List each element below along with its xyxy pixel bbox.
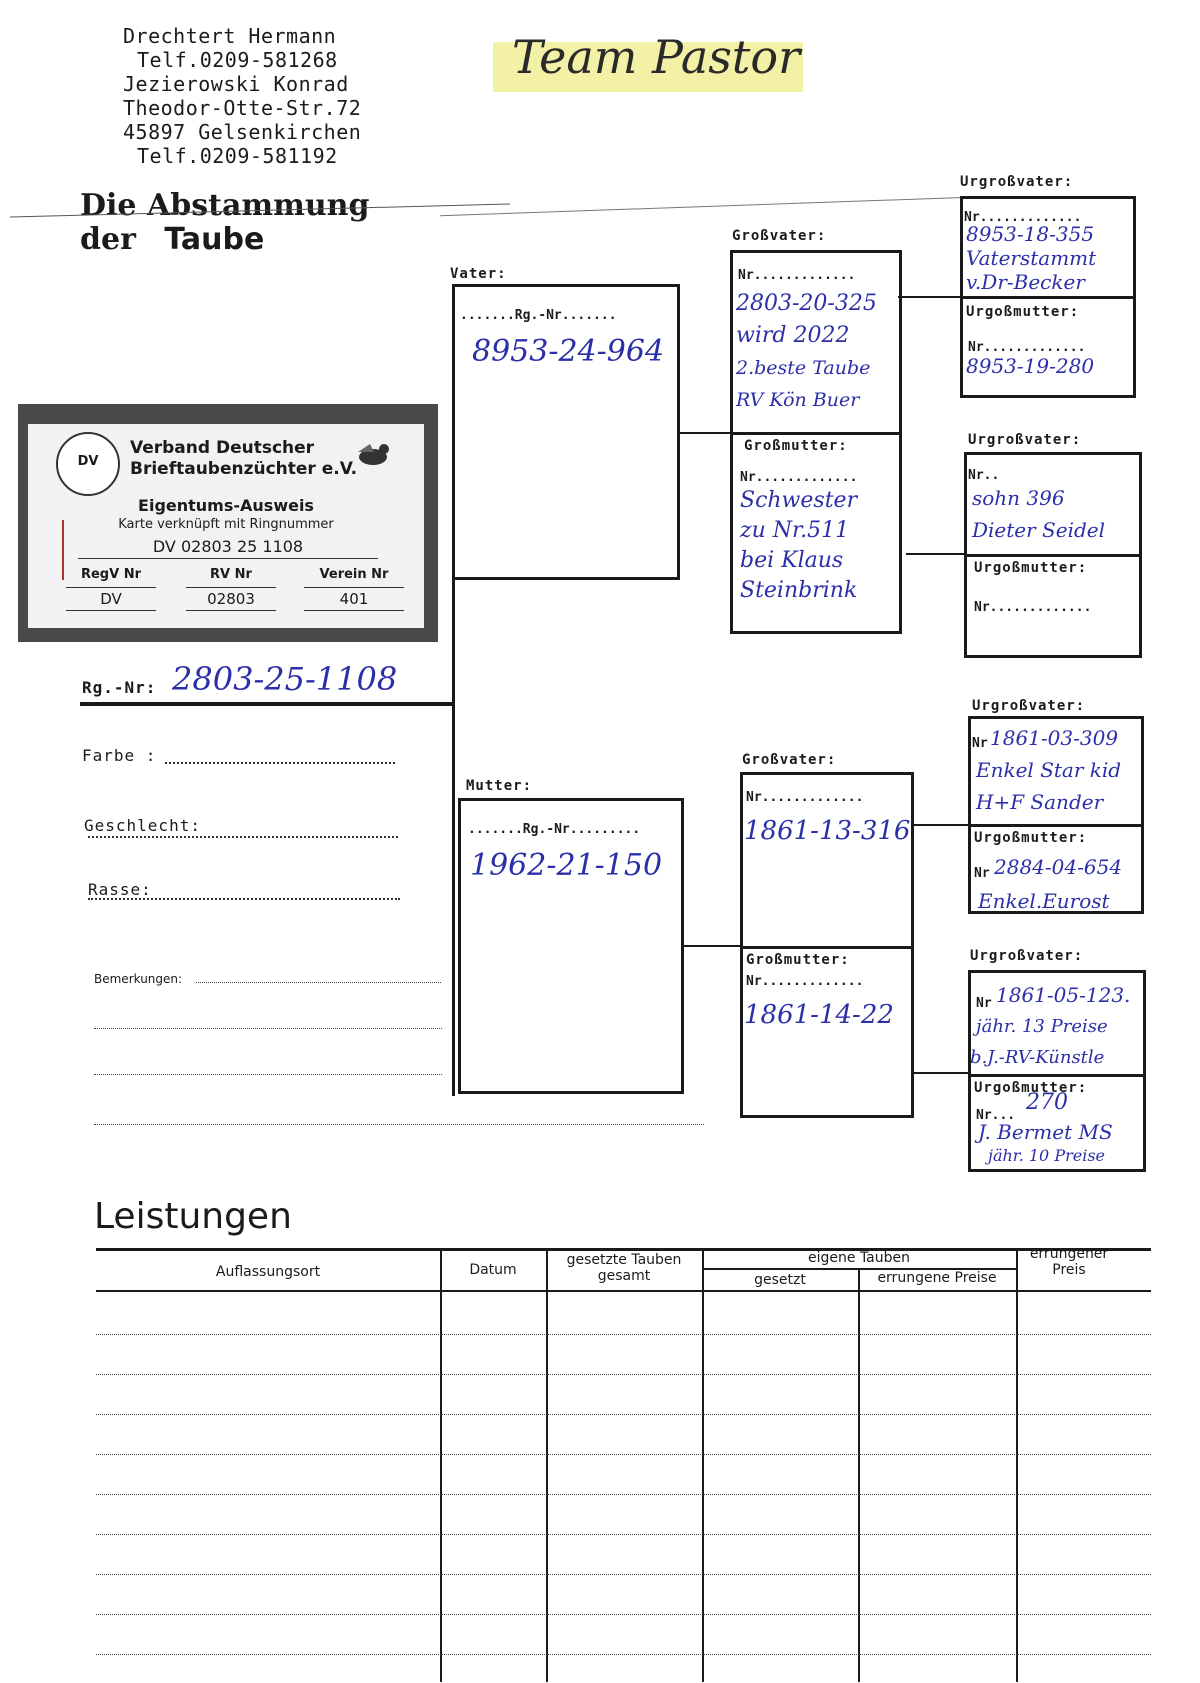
- ugm4-label: Urgoßmutter:: [974, 1080, 1088, 1096]
- rg-nr-label: Rg.-Nr:: [82, 678, 157, 697]
- geschlecht-label: Geschlecht:: [84, 816, 201, 835]
- header-gesetzte: gesetzte Tauben gesamt: [566, 1252, 682, 1284]
- ugv3-line: 1861-03-309: [990, 726, 1119, 750]
- ugm2-label: Urgoßmutter:: [974, 560, 1088, 576]
- ugv2-line: sohn 396: [972, 486, 1065, 510]
- rasse-field: [88, 898, 400, 900]
- ugv4-line: 1861-05-123.: [996, 983, 1131, 1007]
- team-note: Team Pastor: [512, 30, 801, 84]
- rasse-label: Rasse:: [88, 880, 152, 899]
- ugv3-line: H+F Sander: [976, 790, 1104, 814]
- card-value-rv: 02803: [186, 587, 276, 611]
- ugv3-nr-label: Nr: [972, 736, 988, 751]
- ugv1-line: v.Dr-Becker: [966, 270, 1085, 294]
- ugm3-line: Enkel.Eurost: [978, 889, 1110, 913]
- ugv2-lines: [972, 482, 1105, 546]
- leistungen-title: Leistungen: [94, 1196, 292, 1237]
- vater-nr-label: .......Rg.-Nr.......: [460, 308, 617, 323]
- ugv4-label: Urgroßvater:: [970, 948, 1084, 964]
- geschlecht-field: [88, 836, 398, 838]
- gm1-line: Steinbrink: [740, 578, 858, 603]
- mutter-nr-label: .......Rg.-Nr.........: [468, 822, 641, 837]
- bemerkungen-line: [196, 982, 441, 983]
- card-subtitle: Karte verknüpft mit Ringnummer: [118, 517, 334, 532]
- connector: [678, 432, 730, 434]
- card-value-regv: DV: [66, 587, 156, 611]
- mutter-box: [458, 798, 684, 1094]
- mutter-nr-value: 1962-21-150: [470, 848, 663, 883]
- org-line1: Verband Deutscher: [130, 438, 315, 458]
- ugm1-nr-label: Nr.............: [968, 340, 1086, 355]
- gm2-label: Großmutter:: [746, 952, 850, 968]
- card-value-verein: 401: [304, 587, 404, 611]
- address-line: Jezierowski Konrad: [123, 72, 349, 96]
- ugv1-label: Urgroßvater:: [960, 174, 1074, 190]
- header-errungener-preis: errungener Preis: [1029, 1246, 1109, 1278]
- column-divider: [858, 1268, 860, 1682]
- logo-text: DV: [77, 454, 99, 469]
- vater-box: [452, 284, 680, 580]
- connector: [912, 1072, 970, 1074]
- address-line: Drechtert Hermann: [123, 24, 337, 48]
- title-bold: Taube: [164, 222, 265, 257]
- header-gesetzt: gesetzt: [754, 1272, 806, 1288]
- column-divider: [702, 1250, 704, 1682]
- ownership-card: [28, 424, 424, 628]
- table-row-line: [96, 1494, 1151, 1495]
- ugv2-label: Urgroßvater:: [968, 432, 1082, 448]
- gv1-line: 2.beste Taube: [736, 357, 871, 379]
- ugv1-nr-label: Nr.............: [964, 210, 1082, 225]
- ugv1-line: Vaterstammt: [966, 246, 1097, 270]
- ugm4-line: J. Bermet MS: [978, 1120, 1113, 1144]
- vater-label: Vater:: [450, 266, 507, 282]
- gv1-lines: [736, 288, 877, 416]
- column-divider: [1016, 1250, 1018, 1682]
- connector: [906, 553, 964, 555]
- ugm1-label: Urgoßmutter:: [966, 304, 1080, 320]
- gm1-lines: [740, 486, 857, 606]
- ugv3-line: Enkel Star kid: [976, 758, 1122, 782]
- dv-logo-icon: [56, 432, 120, 496]
- address-line: 45897 Gelsenkirchen: [123, 120, 362, 144]
- header-errungene-preise: errungene Preise: [877, 1270, 997, 1286]
- mutter-label: Mutter:: [466, 778, 533, 794]
- gv1-line: wird 2022: [736, 323, 850, 348]
- address-line: Theodor-Otte-Str.72: [123, 96, 362, 120]
- card-header-verein: Verein Nr: [319, 567, 389, 582]
- red-marker: [62, 520, 64, 580]
- ugv4-line: jähr. 13 Preise: [976, 1016, 1108, 1037]
- ugv4-nr-label: Nr: [976, 996, 992, 1011]
- address-line: Telf.0209-581192: [137, 144, 338, 168]
- header-ort: Auflassungsort: [215, 1264, 321, 1280]
- gm1-line: zu Nr.511: [740, 518, 850, 543]
- table-row-line: [96, 1414, 1151, 1415]
- ugm4-value: 270: [1026, 1090, 1068, 1115]
- table-row-line: [96, 1614, 1151, 1615]
- vater-nr-value: 8953-24-964: [472, 334, 665, 369]
- connector: [898, 296, 960, 298]
- ugm4-nr-label: Nr...: [976, 1108, 1016, 1123]
- rg-nr-rule: [80, 702, 452, 706]
- gv1-label: Großvater:: [732, 228, 827, 244]
- table-row-line: [96, 1374, 1151, 1375]
- gm2-line: 1861-14-22: [744, 1000, 894, 1030]
- ug1-divider: [960, 296, 1136, 299]
- card-header-rv: RV Nr: [210, 567, 252, 582]
- ugm1-line: 8953-19-280: [966, 354, 1095, 378]
- title-prefix: der: [80, 222, 136, 257]
- gv2-label: Großvater:: [742, 752, 837, 768]
- card-ring-number: DV 02803 25 1108: [78, 537, 378, 559]
- ugv2-line: Dieter Seidel: [972, 518, 1106, 542]
- bemerkungen-line: [94, 1074, 442, 1075]
- ownership-card-frame: [18, 404, 438, 642]
- org-line2: Brieftaubenzüchter e.V.: [130, 459, 358, 479]
- bemerkungen-line: [94, 1028, 442, 1029]
- gv2-line: 1861-13-316: [744, 816, 911, 846]
- org-name: [130, 438, 357, 480]
- card-header-regv: RegV Nr: [80, 567, 141, 582]
- page-title-line2: [80, 222, 264, 257]
- farbe-label: Farbe :: [82, 746, 157, 765]
- header-datum: Datum: [469, 1262, 517, 1278]
- connector: [912, 824, 968, 826]
- column-divider: [546, 1250, 548, 1682]
- table-row-line: [96, 1454, 1151, 1455]
- ugv3-label: Urgroßvater:: [972, 698, 1086, 714]
- ugm2-nr-label: Nr.............: [974, 600, 1092, 615]
- address-line: Telf.0209-581268: [137, 48, 338, 72]
- ugm3-line: 2884-04-654: [994, 855, 1123, 879]
- gv1-line: RV Kön Buer: [736, 389, 860, 411]
- ugv4-line: b.J.-RV-Künstle: [970, 1047, 1105, 1068]
- bemerkungen-label: Bemerkungen:: [94, 972, 183, 986]
- ugv1-line: 8953-18-355: [966, 222, 1095, 246]
- gm1-line: Schwester: [740, 488, 858, 513]
- address-block: [123, 24, 361, 168]
- ug4-divider: [968, 1074, 1146, 1077]
- column-divider: [440, 1250, 442, 1682]
- ug3-divider: [968, 824, 1144, 827]
- ugv1-lines: [966, 222, 1096, 294]
- ugv2-nr-label: Nr..: [968, 468, 1000, 483]
- ug2-divider: [964, 554, 1142, 557]
- top-rule: [440, 197, 970, 216]
- ugm3-label: Urgoßmutter:: [974, 830, 1088, 846]
- ugm3-nr-label: Nr: [974, 866, 990, 881]
- gm2-nr-label: Nr.............: [746, 974, 864, 989]
- ugm4-line: jähr. 10 Preise: [988, 1146, 1105, 1165]
- header-bottom-rule: [96, 1290, 1151, 1292]
- bemerkungen-line: [94, 1124, 704, 1125]
- page-title-line1: Die Abstammung: [80, 188, 370, 223]
- table-row-line: [96, 1334, 1151, 1335]
- rg-nr-value: 2803-25-1108: [172, 660, 398, 698]
- farbe-field: [165, 762, 395, 764]
- gv2-divider: [740, 946, 914, 949]
- table-row-line: [96, 1654, 1151, 1655]
- gv1-line: 2803-20-325: [736, 291, 877, 316]
- gm1-nr-label: Nr.............: [740, 470, 858, 485]
- pigeon-icon: [354, 440, 392, 470]
- header-eigene: eigene Tauben: [808, 1250, 910, 1266]
- card-title: Eigentums-Ausweis: [138, 496, 314, 515]
- gv1-nr-label: Nr.............: [738, 268, 856, 283]
- connector: [682, 945, 740, 947]
- gv1-divider: [730, 432, 902, 435]
- gv2-nr-label: Nr.............: [746, 790, 864, 805]
- gm1-line: bei Klaus: [740, 548, 844, 573]
- table-row-line: [96, 1574, 1151, 1575]
- gm1-label: Großmutter:: [744, 438, 848, 454]
- table-row-line: [96, 1534, 1151, 1535]
